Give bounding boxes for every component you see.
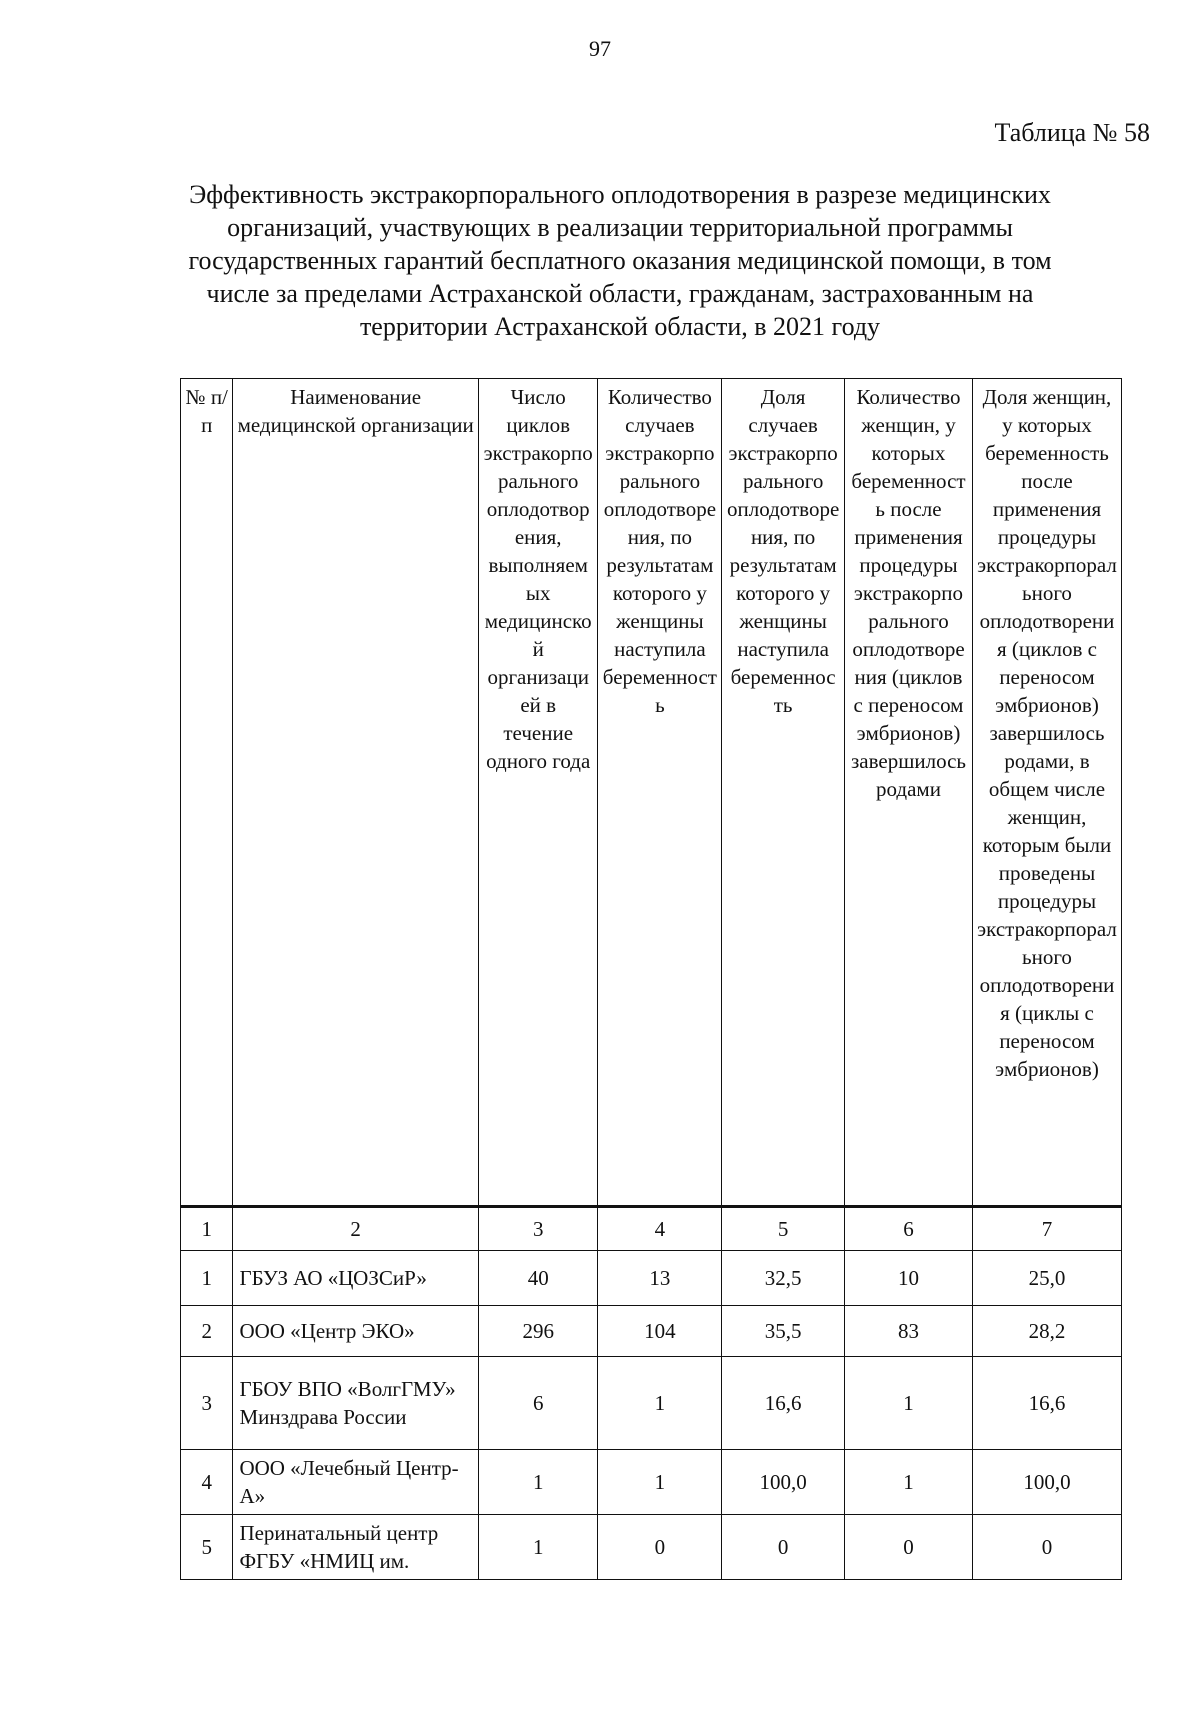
pregnancies-value: 1 (598, 1357, 722, 1450)
births-value: 0 (845, 1515, 973, 1580)
column-number: 4 (598, 1207, 722, 1251)
efficiency-table (180, 378, 1122, 1580)
header-cell-births: Количество женщин, у которых беременность после применения процедуры экстракорпорального оплодотворения (циклов с переносом эмбрионов) завершилось родами (845, 379, 973, 1207)
table-caption: Таблица № 58 (994, 118, 1150, 147)
pregnancy-share-value: 32,5 (722, 1251, 845, 1306)
header-cell-pregnancy-share: Доля случаев экстракорпорального оплодотворения, по результатам которого у женщины наступила беременность (722, 379, 845, 1207)
births-value: 83 (845, 1306, 973, 1357)
table-row (181, 1450, 1122, 1515)
cycles-value: 296 (478, 1306, 598, 1357)
pregnancies-value: 0 (598, 1515, 722, 1580)
organization-name: ООО «Лечебный Центр-А» (233, 1450, 478, 1515)
column-number: 1 (181, 1207, 233, 1251)
document-title: Эффективность экстракорпорального оплодотворения в разрезе медицинских организаций, участвующих в реализации территориальной программы государственных гарантий бесплатного оказания медицинской помощи, в том числе за пределами Астраханской области, гражданам, застрахованным на территории Астраханской области, в 2021 году (188, 180, 1052, 341)
header-cell-birth-share: Доля женщин, у которых беременность после применения процедуры экстракорпорального оплодотворения (циклов с переносом эмбрионов) завершилось родами, в общем числе женщин, которым были проведены процедуры экстракорпорального оплодотворения (циклы с переносом эмбрионов) (972, 379, 1121, 1207)
pregnancy-share-value: 100,0 (722, 1450, 845, 1515)
row-number: 4 (181, 1450, 233, 1515)
column-number: 2 (233, 1207, 478, 1251)
table-row (181, 1251, 1122, 1306)
table-row (181, 1306, 1122, 1357)
cycles-value: 1 (478, 1450, 598, 1515)
column-number: 5 (722, 1207, 845, 1251)
cycles-value: 40 (478, 1251, 598, 1306)
column-number: 6 (845, 1207, 973, 1251)
column-number: 3 (478, 1207, 598, 1251)
header-cell-pregnancies: Количество случаев экстракорпорального оплодотворения, по результатам которого у женщины наступила беременность (598, 379, 722, 1207)
organization-name: ГБОУ ВПО «ВолгГМУ» Минздрава России (233, 1357, 478, 1450)
table-row (181, 1515, 1122, 1580)
pregnancy-share-value: 0 (722, 1515, 845, 1580)
organization-name: ООО «Центр ЭКО» (233, 1306, 478, 1357)
births-value: 1 (845, 1450, 973, 1515)
column-number-row (181, 1207, 1122, 1251)
header-cell-number: № п/п (181, 379, 233, 1207)
row-number: 1 (181, 1251, 233, 1306)
organization-name: ГБУЗ АО «ЦОЗСиР» (233, 1251, 478, 1306)
header-cell-cycles: Число циклов экстракорпорального оплодотворения, выполняемых медицинской организацией в течение одного года (478, 379, 598, 1207)
birth-share-value: 16,6 (972, 1357, 1121, 1450)
page-number: 97 (589, 36, 611, 61)
header-row (181, 379, 1122, 1207)
cycles-value: 6 (478, 1357, 598, 1450)
pregnancies-value: 104 (598, 1306, 722, 1357)
birth-share-value: 25,0 (972, 1251, 1121, 1306)
table-row (181, 1357, 1122, 1450)
pregnancies-value: 1 (598, 1450, 722, 1515)
births-value: 1 (845, 1357, 973, 1450)
birth-share-value: 0 (972, 1515, 1121, 1580)
birth-share-value: 100,0 (972, 1450, 1121, 1515)
header-cell-organization: Наименование медицинской организации (233, 379, 478, 1207)
pregnancy-share-value: 16,6 (722, 1357, 845, 1450)
organization-name: Перинатальный центр ФГБУ «НМИЦ им. (233, 1515, 478, 1580)
cycles-value: 1 (478, 1515, 598, 1580)
birth-share-value: 28,2 (972, 1306, 1121, 1357)
row-number: 3 (181, 1357, 233, 1450)
row-number: 5 (181, 1515, 233, 1580)
row-number: 2 (181, 1306, 233, 1357)
births-value: 10 (845, 1251, 973, 1306)
pregnancies-value: 13 (598, 1251, 722, 1306)
pregnancy-share-value: 35,5 (722, 1306, 845, 1357)
column-number: 7 (972, 1207, 1121, 1251)
